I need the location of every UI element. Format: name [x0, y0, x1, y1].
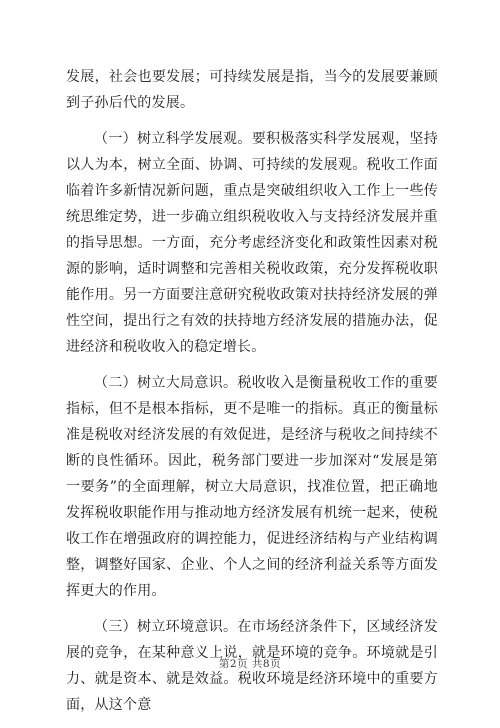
page-number-footer: 第2页 共8页 [218, 658, 282, 670]
document-body [66, 64, 438, 728]
paragraph-continuation: 发展，社会也要发展；可持续发展是指，当今的发展要兼顾到子孙后代的发展。 [66, 69, 438, 111]
paragraph-scientific-development: （一）树立科学发展观。要积极落实科学发展观，坚持以人为本，树立全面、协调、可持续的发展观。税收工作面临着许多新情况新问题，重点是突破组织收入工作上一些传统思维定势，进一步确立组织税收收入与支持经济发展并重的指导思想。一方面，充分考虑经济变化和政策性因素对税源的影响，适时调整和完善相关税收政策，充分发挥税收职能作用。另一方面要注意研究税收政策对扶持经济发展的弹性空间，提出行之有效的扶持地方经济发展的措施办法，促进经济和税收收入的稳定增长。 [66, 131, 438, 355]
paragraph-environment-awareness: （三）树立环境意识。在市场经济条件下，区域经济发展的竞争，在某种意义上说，就是环境的竞争。环境就是引力、就是资本、就是效益。税收环境是经济环境中的重要方面，从这个意 [66, 619, 438, 713]
paragraph-overall-awareness: （二）树立大局意识。税收收入是衡量税收工作的重要指标，但不是根本指标，更不是唯一的指标。真正的衡量标准是税收对经济发展的有效促进，是经济与税收之间持续不断的良性循环。因此，税务部门要进一步加深对“发展是第一要务”的全面理解，树立大局意识，找准位置，把正确地发挥税收职能作用与推动地方经济发展有机统一起来，使税收工作在增强政府的调控能力，促进经济结构与产业结构调整，调整好国家、企业、个人之间的经济利益关系等方面发挥更大的作用。 [66, 375, 438, 599]
